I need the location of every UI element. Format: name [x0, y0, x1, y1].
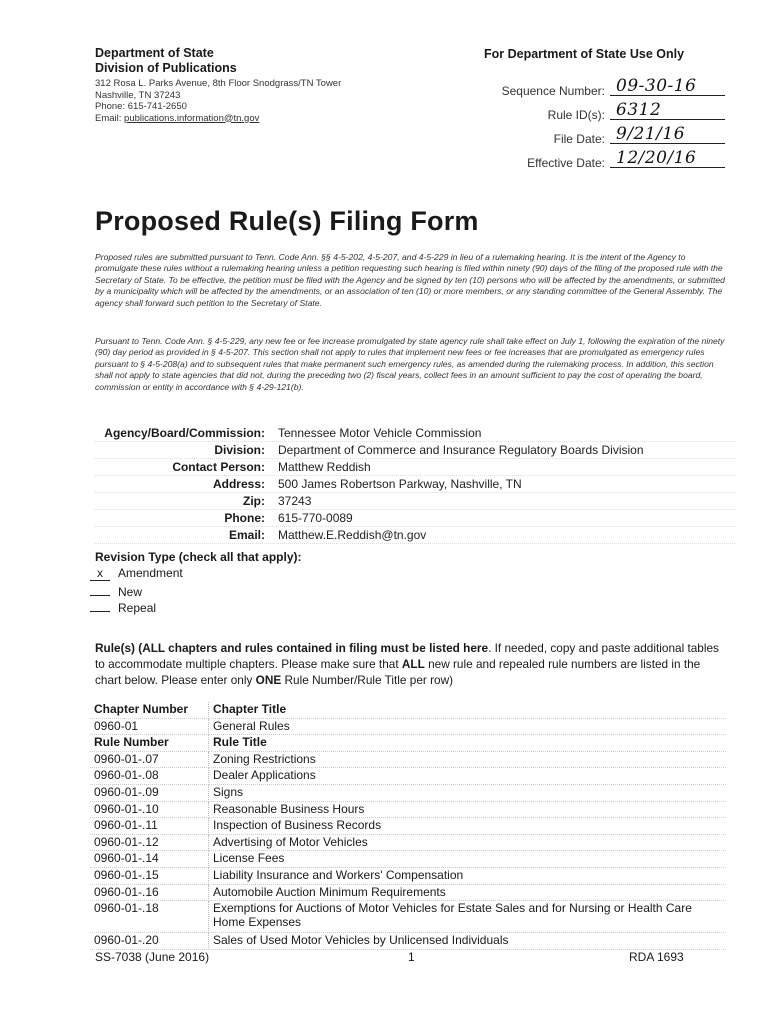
rule-number: 0960-01-.20: [90, 933, 209, 950]
address-line: 312 Rosa L. Parks Avenue, 8th Floor Snodgrass/TN Tower: [95, 78, 342, 89]
rule-number: 0960-01-.15: [90, 867, 209, 884]
handwritten-value: 9/21/16: [610, 124, 725, 144]
checkbox-mark[interactable]: [90, 582, 110, 596]
table-row: [90, 901, 726, 933]
chapter-number: 0960-01: [90, 718, 209, 735]
form-title: Proposed Rule(s) Filing Form: [95, 206, 479, 236]
rule-title: Liability Insurance and Workers' Compensation: [209, 867, 727, 884]
rule-number: 0960-01-.11: [90, 818, 209, 835]
agency-row: Agency/Board/Commission: Tennessee Motor Vehicle Commission: [95, 425, 735, 442]
rule-title: Sales of Used Motor Vehicles by Unlicensed Individuals: [209, 933, 727, 950]
contact-row: Contact Person: Matthew Reddish: [95, 459, 735, 476]
rule-number: 0960-01-.18: [90, 901, 209, 933]
address-row: Address: 500 James Robertson Parkway, Nashville, TN: [95, 476, 735, 493]
table-row: [90, 768, 726, 785]
rule-title: Inspection of Business Records: [209, 818, 727, 835]
intro-paragraph: Proposed rules are submitted pursuant to Tenn. Code Ann. §§ 4-5-202, 4-5-207, and 4-5-229 in lieu of a rulemaking hearing. It is the intent of the Agency to promulgate these rules without a rulemaking hearing unless a petition requesting such hearing is filed within ninety (90) days of the filing of the proposed rule with the Secretary of State. To be effective, the petition must be filed with the Agency and be signed by ten (10) persons who will be affected by the amendments, or submitted by a municipality which will be affected by the amendments, or an association of ten (10) or more members, or any standing committee of the General Assembly. The agency shall forward such petition to the Secretary of State.: [95, 252, 725, 308]
revision-option-amendment[interactable]: x Amendment: [90, 566, 183, 581]
rule-number: 0960-01-.08: [90, 768, 209, 785]
division-name: Division of Publications: [95, 61, 237, 75]
rule-title: Signs: [209, 784, 727, 801]
form-id: SS-7038 (June 2016): [95, 950, 210, 964]
rule-number: 0960-01-.07: [90, 751, 209, 768]
department-address: [95, 78, 341, 124]
table-row: [90, 818, 726, 835]
department-heading: [95, 46, 237, 76]
email-row: Email: Matthew.E.Reddish@tn.gov: [95, 527, 735, 544]
table-row: [90, 751, 726, 768]
handwritten-value: 12/20/16: [610, 148, 725, 168]
rule-title: Automobile Auction Minimum Requirements: [209, 884, 727, 901]
checkbox-mark[interactable]: x: [90, 567, 110, 581]
revision-option-repeal[interactable]: Repeal: [90, 598, 156, 615]
table-row: [90, 784, 726, 801]
address-line: Nashville, TN 37243: [95, 89, 181, 101]
file-date-field: File Date: 9/21/16: [440, 126, 725, 148]
rule-title: License Fees: [209, 851, 727, 868]
agency-info: [95, 425, 735, 544]
rule-number: 0960-01-.14: [90, 851, 209, 868]
table-row: [90, 702, 726, 718]
table-row: [90, 867, 726, 884]
handwritten-value: 09-30-16: [610, 76, 725, 96]
rule-number-header: Rule Number: [90, 735, 209, 752]
rules-instructions: Rule(s) (ALL chapters and rules contained in filing must be listed here. If needed, copy and paste additional tables to accommodate multiple chapters. Please make sure that ALL new rule and repealed rule numbers are listed in the chart below. Please enter only ONE Rule Number/Rule Title per row): [95, 641, 719, 687]
rules-table: [90, 702, 726, 950]
sequence-number-field: Sequence Number: 09-30-16: [440, 78, 725, 100]
chapter-number-header: Chapter Number: [90, 702, 209, 718]
rule-number: 0960-01-.12: [90, 834, 209, 851]
office-use-title: For Department of State Use Only: [484, 47, 685, 61]
email-line: Email: publications.information@tn.gov: [95, 112, 260, 124]
chapter-title-header: Chapter Title: [209, 702, 727, 718]
rule-title: Dealer Applications: [209, 768, 727, 785]
table-row: [90, 735, 726, 752]
table-row: [90, 718, 726, 735]
rule-number: 0960-01-.09: [90, 784, 209, 801]
handwritten-value: 6312: [610, 100, 725, 120]
rule-number: 0960-01-.16: [90, 884, 209, 901]
rule-title: Exemptions for Auctions of Motor Vehicles for Estate Sales and for Nursing or Health Care Home Expenses: [209, 901, 727, 933]
page-number: 1: [408, 950, 415, 964]
table-row: [90, 851, 726, 868]
table-row: [90, 801, 726, 818]
rda-number: RDA 1693: [629, 950, 684, 964]
rule-title: Advertising of Motor Vehicles: [209, 834, 727, 851]
chapter-title: General Rules: [209, 718, 727, 735]
table-row: [90, 933, 726, 950]
table-row: [90, 884, 726, 901]
department-name: Department of State: [95, 46, 214, 60]
zip-row: Zip: 37243: [95, 493, 735, 510]
revision-type-heading: Revision Type (check all that apply):: [95, 550, 302, 564]
effective-date-field: Effective Date: 12/20/16: [440, 150, 725, 172]
table-row: [90, 834, 726, 851]
checkbox-mark[interactable]: [90, 598, 110, 612]
rule-title: Reasonable Business Hours: [209, 801, 727, 818]
address-line: Phone: 615-741-2650: [95, 101, 187, 112]
phone-row: Phone: 615-770-0089: [95, 510, 735, 527]
fee-paragraph: Pursuant to Tenn. Code Ann. § 4-5-229, any new fee or fee increase promulgated by state agency rule shall take effect on July 1, following the expiration of the ninety (90) day period as provided in § 4-5-207. This section shall not apply to rules that implement new fees or fee increases that are promulgated as emergency rules pursuant to § 4-5-208(a) and to subsequent rules that make permanent such emergency rules, as amended during the rulemaking process. In addition, this section shall not apply to state agencies that did not, during the preceding two (2) fiscal years, collect fees in an amount sufficient to pay the cost of operating the board, commission or entity in accordance with § 4-29-121(b).: [95, 336, 725, 392]
rule-title-header: Rule Title: [209, 735, 727, 752]
rule-title: Zoning Restrictions: [209, 751, 727, 768]
email-link[interactable]: publications.information@tn.gov: [124, 112, 260, 124]
rule-number: 0960-01-.10: [90, 801, 209, 818]
revision-option-new[interactable]: New: [90, 582, 142, 599]
rule-id-field: Rule ID(s): 6312: [440, 102, 725, 124]
division-row: Division: Department of Commerce and Insurance Regulatory Boards Division: [95, 442, 735, 459]
